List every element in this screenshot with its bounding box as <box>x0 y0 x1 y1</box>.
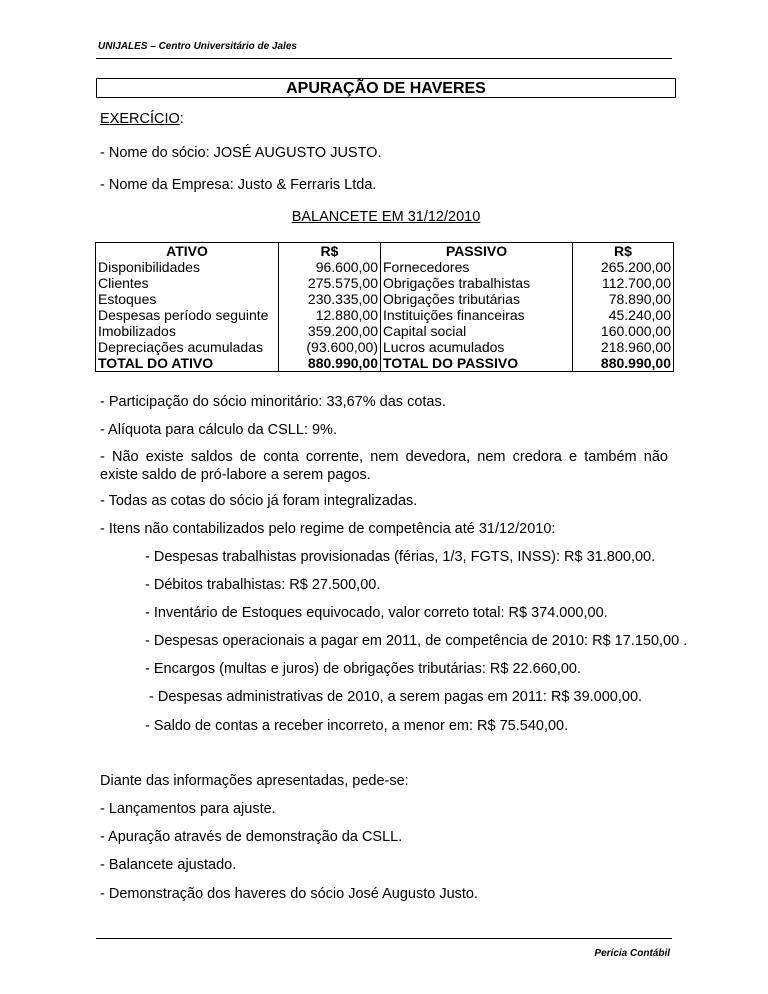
list-item: - Despesas trabalhistas provisionadas (férias, 1/3, FGTS, INSS): R$ 31.800,00. <box>145 549 656 565</box>
request-item: - Lançamentos para ajuste. <box>100 801 276 817</box>
company-name-line: - Nome da Empresa: Justo & Ferraris Ltda. <box>100 177 377 193</box>
list-item: - Despesas administrativas de 2010, a serem pagas em 2011: R$ 39.000,00. <box>145 689 643 705</box>
liability-value: 265.200,00 <box>573 259 674 275</box>
liability-value: 160.000,00 <box>573 323 674 339</box>
asset-value: 96.600,00 <box>279 259 381 275</box>
page-title: APURAÇÃO DE HAVERES <box>96 78 676 98</box>
table-row <box>96 275 674 291</box>
asset-name: Despesas período seguinte <box>96 307 279 323</box>
total-liabilities-value: 880.990,00 <box>573 355 674 372</box>
asset-name: Imobilizados <box>96 323 279 339</box>
note-csll-rate: - Alíquota para cálculo da CSLL: 9%. <box>100 422 337 438</box>
liability-value: 112.700,00 <box>573 275 674 291</box>
header-passivo: PASSIVO <box>381 243 573 260</box>
request-item: - Apuração através de demonstração da CSLL. <box>100 829 403 845</box>
asset-name: Clientes <box>96 275 279 291</box>
liability-name: Fornecedores <box>381 259 573 275</box>
note-participation: - Participação do sócio minoritário: 33,67% das cotas. <box>100 394 446 410</box>
liability-value: 45.240,00 <box>573 307 674 323</box>
liability-value: 218.960,00 <box>573 339 674 355</box>
list-item: - Saldo de contas a receber incorreto, a menor em: R$ 75.540,00. <box>145 718 569 734</box>
total-assets-value: 880.990,00 <box>279 355 381 372</box>
header-divider <box>96 58 672 59</box>
asset-value: (93.600,00) <box>279 339 381 355</box>
total-assets-label: TOTAL DO ATIVO <box>96 355 279 372</box>
footer-subject: Perícia Contábil <box>594 948 670 959</box>
list-item: - Débitos trabalhistas: R$ 27.500,00. <box>145 577 381 593</box>
liability-name: Capital social <box>381 323 573 339</box>
liability-name: Instituições financeiras <box>381 307 573 323</box>
requests-intro: Diante das informações apresentadas, pede-se: <box>100 773 409 789</box>
asset-value: 230.335,00 <box>279 291 381 307</box>
asset-value: 359.200,00 <box>279 323 381 339</box>
note-current-account: - Não existe saldos de conta corrente, nem devedora, nem credora e também não existe saldo de pró-labore a serem pagos. <box>100 449 668 483</box>
asset-value: 12.880,00 <box>279 307 381 323</box>
list-item: - Inventário de Estoques equivocado, valor correto total: R$ 374.000,00. <box>145 605 608 621</box>
balance-sheet-title: BALANCETE EM 31/12/2010 <box>291 209 481 225</box>
partner-name-line: - Nome do sócio: JOSÉ AUGUSTO JUSTO. <box>100 145 382 161</box>
header-ativo: ATIVO <box>96 243 279 260</box>
table-row <box>96 259 674 275</box>
header-rs-ativo: R$ <box>279 243 381 260</box>
header-rs-passivo: R$ <box>573 243 674 260</box>
liability-value: 78.890,00 <box>573 291 674 307</box>
asset-value: 275.575,00 <box>279 275 381 291</box>
total-liabilities-label: TOTAL DO PASSIVO <box>381 355 573 372</box>
list-item: - Encargos (multas e juros) de obrigações tributárias: R$ 22.660,00. <box>145 661 582 677</box>
liability-name: Lucros acumulados <box>381 339 573 355</box>
exercise-heading <box>100 111 184 127</box>
request-item: - Balancete ajustado. <box>100 857 237 873</box>
balance-sheet-table <box>95 242 674 372</box>
request-item: - Demonstração dos haveres do sócio José Augusto Justo. <box>100 886 479 902</box>
header-institution: UNIJALES – Centro Universitário de Jales <box>98 41 297 52</box>
table-row <box>96 323 674 339</box>
table-row <box>96 291 674 307</box>
liability-name: Obrigações trabalhistas <box>381 275 573 291</box>
asset-name: Estoques <box>96 291 279 307</box>
liability-name: Obrigações tributárias <box>381 291 573 307</box>
table-row <box>96 307 674 323</box>
asset-name: Disponibilidades <box>96 259 279 275</box>
table-header-row <box>96 243 674 260</box>
exercise-label: EXERCÍCIO <box>100 111 180 127</box>
list-item: - Despesas operacionais a pagar em 2011, de competência de 2010: R$ 17.150,00 . <box>145 633 688 649</box>
footer-divider <box>96 938 672 939</box>
note-shares-paid: - Todas as cotas do sócio já foram integralizadas. <box>100 493 418 509</box>
note-unrecorded-items: - Itens não contabilizados pelo regime de competência até 31/12/2010: <box>100 521 556 537</box>
table-total-row <box>96 355 674 372</box>
asset-name: Depreciações acumuladas <box>96 339 279 355</box>
table-row <box>96 339 674 355</box>
exercise-colon: : <box>179 111 184 127</box>
